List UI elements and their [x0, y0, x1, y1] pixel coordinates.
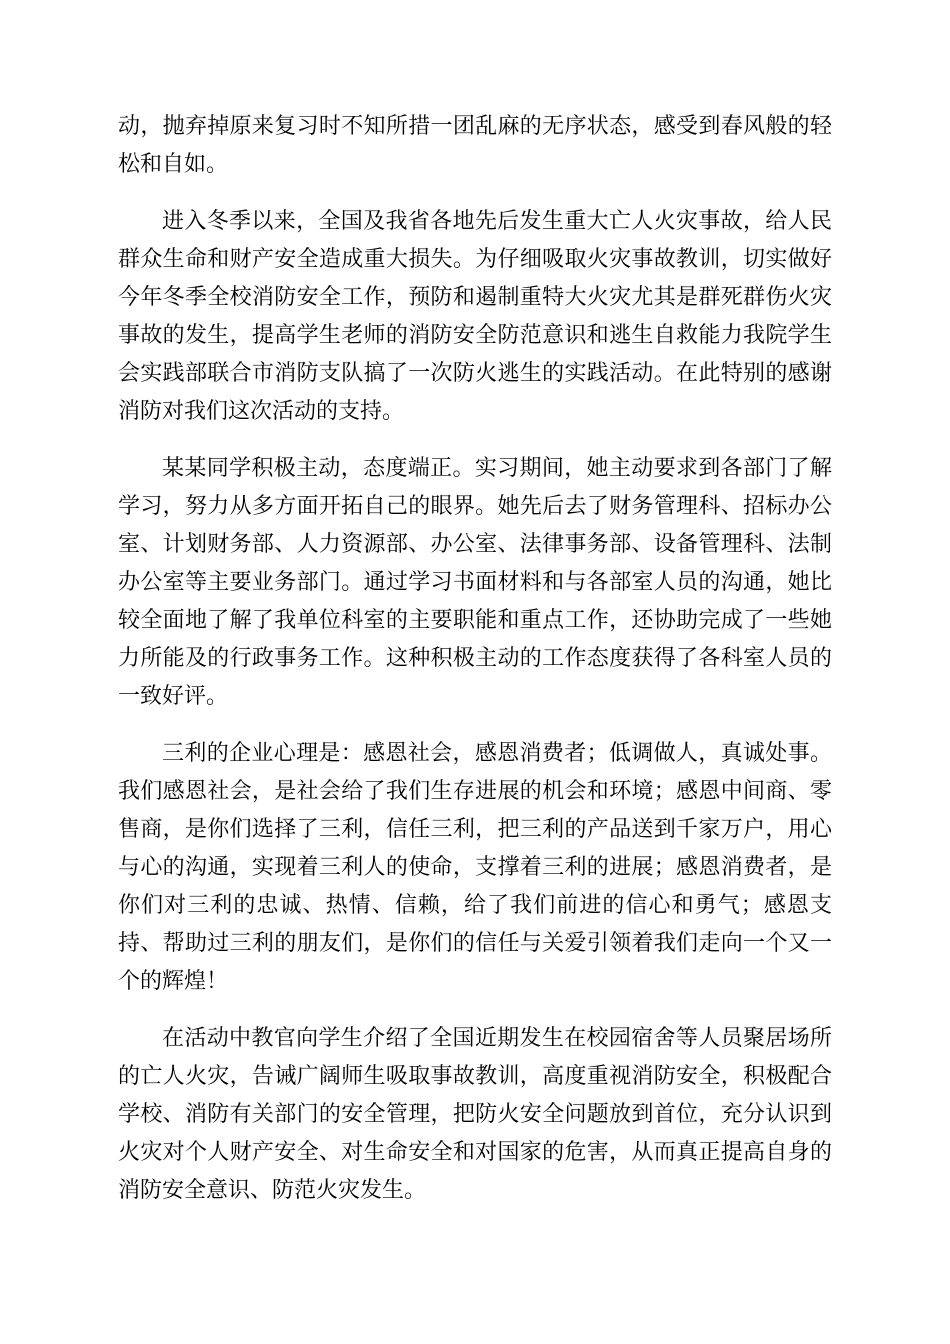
paragraph-4 [118, 735, 832, 1001]
text-line: 在活动中教官向学生介绍了全国近期发生在校园宿舍等人员聚居场所 [162, 1026, 832, 1051]
text-line: 消防安全意识、防范火灾发生。 [118, 1178, 427, 1203]
paragraph-3 [118, 450, 832, 716]
text-line: 事故的发生，提高学生老师的消防安全防范意识和逃生自救能力我院学生 [118, 323, 832, 348]
text-line: 与心的沟通，实现着三利人的使命，支撑着三利的进展；感恩消费者，是 [118, 855, 832, 880]
text-line: 一致好评。 [118, 684, 229, 709]
text-line: 的亡人火灾，告诫广阔师生吸取事故教训，高度重视消防安全，积极配合 [118, 1064, 832, 1089]
text-line: 学校、消防有关部门的安全管理，把防火安全问题放到首位，充分认识到 [118, 1102, 832, 1127]
document-body [118, 108, 832, 1229]
text-line: 学习，努力从多方面开拓自己的眼界。她先后去了财务管理科、招标办公 [118, 494, 832, 519]
text-line: 进入冬季以来，全国及我省各地先后发生重大亡人火灾事故，给人民 [162, 209, 832, 234]
paragraph-2 [118, 203, 832, 431]
text-line: 动，抛弃掉原来复习时不知所措一团乱麻的无序状态，感受到春风般的轻 [118, 114, 832, 139]
text-line: 会实践部联合市消防支队搞了一次防火逃生的实践活动。在此特别的感谢 [118, 361, 832, 386]
paragraph-5 [118, 1020, 832, 1210]
text-line: 办公室等主要业务部门。通过学习书面材料和与各部室人员的沟通，她比 [118, 570, 832, 595]
text-line: 群众生命和财产安全造成重大损失。为仔细吸取火灾事故教训，切实做好 [118, 247, 832, 272]
paragraph-1 [118, 108, 832, 184]
text-line: 售商，是你们选择了三利，信任三利，把三利的产品送到千家万户，用心 [118, 817, 832, 842]
text-line: 松和自如。 [118, 152, 229, 177]
text-line: 较全面地了解了我单位科室的主要职能和重点工作，还协助完成了一些她 [118, 608, 832, 633]
text-line: 火灾对个人财产安全、对生命安全和对国家的危害，从而真正提高自身的 [118, 1140, 832, 1165]
text-line: 今年冬季全校消防安全工作，预防和遏制重特大火灾尤其是群死群伤火灾 [118, 285, 832, 310]
text-line: 室、计划财务部、人力资源部、办公室、法律事务部、设备管理科、法制 [118, 532, 832, 557]
text-line: 持、帮助过三利的朋友们，是你们的信任与关爱引领着我们走向一个又一 [118, 931, 832, 956]
text-line: 某某同学积极主动，态度端正。实习期间，她主动要求到各部门了解 [162, 456, 832, 481]
text-line: 三利的企业心理是：感恩社会，感恩消费者；低调做人，真诚处事。 [162, 741, 832, 766]
text-line: 个的辉煌！ [118, 969, 229, 994]
text-line: 我们感恩社会，是社会给了我们生存进展的机会和环境；感恩中间商、零 [118, 779, 832, 804]
text-line: 你们对三利的忠诚、热情、信赖，给了我们前进的信心和勇气；感恩支 [118, 893, 832, 918]
text-line: 消防对我们这次活动的支持。 [118, 399, 405, 424]
text-line: 力所能及的行政事务工作。这种积极主动的工作态度获得了各科室人员的 [118, 646, 832, 671]
